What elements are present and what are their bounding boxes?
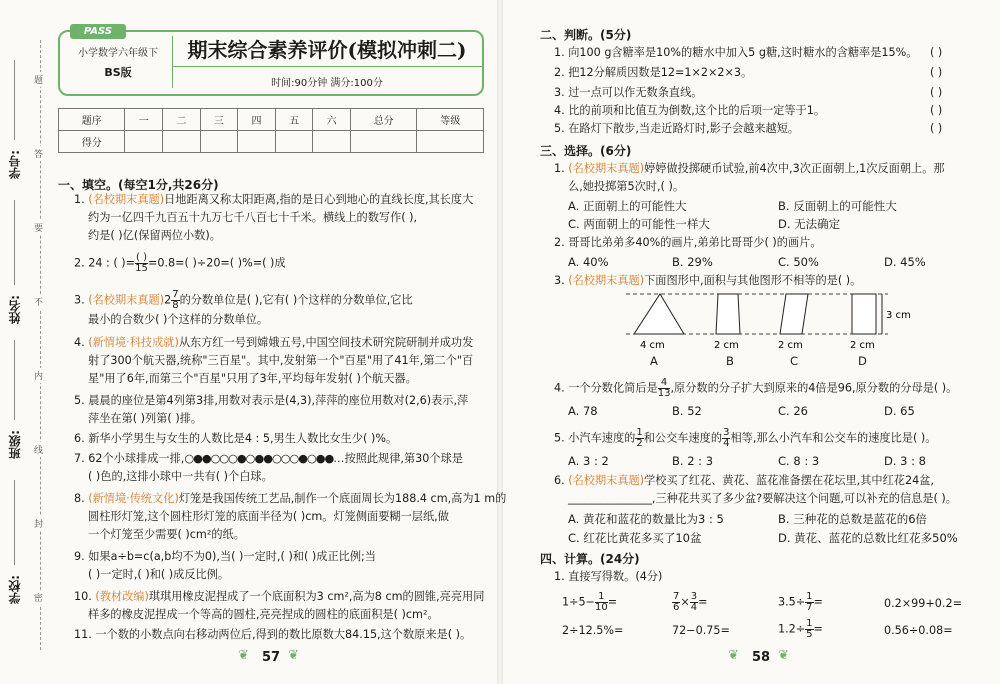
calc-item: 0.2×99+0.2=: [884, 597, 962, 610]
calc-text: 3.5÷: [778, 595, 806, 609]
seal-word: 答: [34, 146, 43, 161]
seal-word: 内: [34, 368, 43, 383]
calc-item: 0.56÷0.08=: [884, 624, 953, 637]
q2-fraction: [135, 253, 148, 274]
q7-text: …按照此规律,第30个球是: [333, 452, 463, 465]
calc-item: [672, 592, 708, 613]
fraction-denominator: 10: [594, 602, 608, 613]
choice-q1-text: 么,她投掷第5次时,( )。: [568, 180, 685, 193]
judge-item: 3. 过一点可以作无数条直线。: [554, 86, 703, 99]
q10-text: 样多的橡皮泥捏成一个等高的圆柱,亮亮捏成的圆柱的底面积是( )cm²。: [88, 608, 439, 621]
q2-text: =0.8=( )÷20=( )%=( )成: [148, 256, 286, 270]
fraction-numerator: 1: [636, 427, 643, 438]
fraction-denominator: 6: [673, 602, 680, 613]
calc-item: 72−0.75=: [672, 624, 730, 637]
score-cell[interactable]: [125, 131, 163, 153]
q9-text: ( )一定时,( )和( )成反比例。: [88, 568, 230, 581]
source-tag: (新情境·传统文化): [88, 492, 179, 505]
fraction-denominator: 2: [636, 438, 643, 449]
choice-q5-line: [554, 428, 936, 449]
fraction-denominator: 7: [806, 602, 813, 613]
table-header-cell: 总分: [350, 109, 416, 131]
calc-fraction: [805, 619, 813, 640]
q4-line: 4. (新情境·科技成就)从东方红一号到嫦娥五号,中国空间技术研究院研制并成功发: [74, 336, 474, 349]
choice-q1-text: 婷婷做投掷硬币试验,前4次中,3次正面朝上,1次反面朝上。那: [644, 162, 945, 175]
equals-sign: =: [607, 595, 618, 609]
source-tag: (名校期末真题): [88, 293, 165, 307]
score-table-header-row: [59, 109, 484, 131]
fraction-numerator: 4: [658, 378, 671, 389]
table-header-cell: 等级: [417, 109, 484, 131]
answer-paren[interactable]: ( ): [930, 86, 943, 99]
choice-option[interactable]: A: [650, 354, 658, 368]
choice-option[interactable]: B. 反面朝上的可能性大: [778, 199, 897, 213]
seal-word: 要: [34, 220, 43, 235]
table-header-cell: 二: [163, 109, 201, 131]
page-number-right: 58: [752, 650, 771, 665]
score-cell[interactable]: [417, 131, 484, 153]
rectangle-shape-d: [852, 294, 876, 334]
q5-text: 萍坐在第( )列第( )排。: [88, 412, 203, 425]
q3-text: 最小的合数少( )个这样的分数单位。: [88, 313, 269, 326]
judge-item: 4. 比的前项和比值互为倒数,这个比的后项一定等于1。: [554, 104, 826, 117]
equals-sign: =: [813, 622, 823, 636]
choice-q6-text: _______________,三种花共买了多少盆?要解决这个问题,可以补充的信息是( )。: [568, 492, 957, 505]
score-cell[interactable]: [163, 131, 201, 153]
student-id-line: [14, 60, 16, 140]
school-line: [14, 480, 16, 565]
q4-text: 从东方红一号到嫦娥五号,中国空间技术研究院研制并成功发: [178, 336, 474, 349]
exam-header: [58, 26, 484, 96]
page-number-left: 57: [262, 650, 281, 665]
calc-fraction: [805, 592, 813, 613]
choice-q4-text: 4. 一个分数化简后是: [554, 381, 658, 395]
score-cell[interactable]: [275, 131, 313, 153]
choice-q4-line: [554, 378, 957, 399]
pass-logo: PASS: [70, 24, 126, 39]
q1-line: 1. (名校期末真题)日地距离又称太阳距离,指的是日心到地心的直线长度,其长度大: [74, 193, 474, 206]
choice-option[interactable]: B. 52: [672, 404, 702, 418]
calc-item: [778, 592, 823, 613]
section4-title: 四、计算。(24分): [540, 552, 640, 566]
q5-fraction-1: [635, 428, 643, 449]
q4-text: 星"用了6年,而第三个"百星"只用了3年,平均每年发射( )个航天器。: [88, 372, 417, 385]
q2-line: [74, 253, 286, 274]
choice-option[interactable]: C: [790, 354, 799, 368]
section2-title: 二、判断。(5分): [540, 28, 632, 42]
table-header-cell: 五: [275, 109, 313, 131]
fraction-denominator: 8: [172, 300, 179, 311]
equals-sign: =: [698, 595, 708, 609]
table-header-cell: 一: [125, 109, 163, 131]
q2-text: 2. 24 : ( )=: [74, 256, 136, 270]
choice-option[interactable]: C. 两面朝上的可能性一样大: [568, 217, 710, 231]
judge-item: 5. 在路灯下散步,当走近路灯时,影子会越来越短。: [554, 122, 800, 135]
right-page: [500, 0, 1000, 684]
source-tag: (教材改编): [95, 590, 149, 603]
q7-text: ( )色的,这排小球中一共有( )个白球。: [88, 470, 273, 483]
seal-word: 题: [34, 72, 43, 87]
dim-label-c: 2 cm: [778, 340, 803, 351]
calc-item: 2÷12.5%=: [562, 624, 624, 637]
table-header-cell: 六: [313, 109, 351, 131]
choice-option[interactable]: A. 40%: [568, 255, 609, 269]
fraction-numerator: 7: [673, 591, 680, 602]
score-cell[interactable]: [200, 131, 238, 153]
q7-text: 7. 62个小球排成一排,: [74, 452, 185, 465]
answer-paren[interactable]: ( ): [930, 122, 943, 135]
choice-q5-text: 5. 小汽车速度的: [554, 431, 636, 445]
choice-option[interactable]: C. 8 : 3: [778, 454, 820, 468]
q4-text: 射了300个航天器,统称"三百星"。其中,发射第一个"百星"用了41年,第二个"百: [88, 354, 474, 367]
source-tag: (名校期末真题): [568, 162, 645, 175]
calc-text: 1÷5−: [562, 595, 595, 609]
seal-word: 封: [34, 516, 43, 531]
triangle-shape-a: [634, 294, 684, 334]
source-tag: (名校期末真题): [568, 274, 645, 287]
q9-text: 9. 如果a÷b=c(a,b均不为0),当( )一定时,( )和( )成正比例;当: [74, 550, 376, 563]
dim-label-b: 2 cm: [714, 340, 739, 351]
equals-sign: =: [813, 595, 823, 609]
seal-word: 线: [34, 442, 43, 457]
fraction-numerator: 3: [690, 591, 698, 602]
table-header-cell: 题序: [59, 109, 125, 131]
fraction-numerator: 1: [806, 591, 813, 602]
dim-label-d: 2 cm: [850, 340, 875, 351]
calc-text: ×: [680, 595, 690, 609]
judge-item: 1. 向100 g含糖率是10%的糖水中加入5 g糖,这时糖水的含糖率是15%。: [554, 46, 918, 59]
q1-text: 日地距离又称太阳距离,指的是日心到地心的直线长度,其长度大: [164, 193, 474, 206]
q4-fraction: [658, 378, 671, 399]
choice-q1-line: 1. (名校期末真题)婷婷做投掷硬币试验,前4次中,3次正面朝上,1次反面朝上。那: [554, 162, 945, 175]
score-table-row: [59, 131, 484, 153]
fraction-numerator: ( ): [136, 252, 147, 263]
choice-option[interactable]: D. 无法确定: [778, 217, 841, 231]
left-margin: [0, 0, 60, 684]
fraction-denominator: 13: [657, 388, 671, 399]
q8-text: 圆柱形灯笼,这个圆柱形灯笼的底面半径为( )cm。灯笼侧面要糊一层纸,做: [88, 510, 449, 523]
fraction-numerator: 1: [595, 592, 608, 603]
score-cell[interactable]: [238, 131, 276, 153]
shapes-figure: [626, 290, 926, 352]
calc-item: [778, 619, 823, 640]
choice-option[interactable]: D. 45%: [884, 255, 926, 269]
grade-label: 小学数学六年级下: [78, 48, 158, 59]
height-label: 3 cm: [886, 310, 911, 321]
q8-text: 灯笼是我国传统工艺品,制作一个底面周长为188.4 cm,高为1 m的: [178, 492, 507, 505]
section3-title: 三、选择。(6分): [540, 144, 632, 158]
answer-paren[interactable]: ( ): [930, 66, 943, 79]
source-tag: (新情境·科技成就): [88, 336, 179, 349]
fraction-denominator: 5: [806, 629, 813, 640]
q5-text: 5. 晨晨的座位是第4列第3排,用数对表示是(4,3),萍萍的座位用数对(2,6)表示,萍: [74, 394, 469, 407]
choice-q5-text: 相等,那么小汽车和公交车的速度比是( )。: [730, 431, 937, 445]
mixed-number-whole: 2: [164, 293, 172, 307]
fraction-numerator: 3: [723, 427, 730, 438]
fraction-numerator: 1: [806, 618, 813, 629]
student-id-label: 学号:: [8, 150, 22, 179]
q8-text: 一个灯笼至少需要( )cm²的纸。: [88, 528, 245, 541]
score-cell[interactable]: [350, 131, 416, 153]
choice-option[interactable]: B. 29%: [672, 255, 713, 269]
fraction-denominator: 4: [723, 438, 730, 449]
choice-option[interactable]: C. 红花比黄花多买了10盆: [568, 531, 702, 545]
table-header-cell: 四: [238, 109, 276, 131]
choice-option[interactable]: C. 50%: [778, 255, 819, 269]
seal-line: [40, 40, 41, 650]
q10-line: 10. (教材改编)琪琪用橡皮泥捏成了一个底面积为3 cm²,高为8 cm的圆锥,亮亮用同: [74, 590, 485, 603]
class-line: [14, 340, 16, 420]
exam-title: 期末综合素养评价(模拟冲刺二): [187, 38, 467, 62]
answer-paren[interactable]: ( ): [930, 46, 943, 59]
choice-option[interactable]: D. 65: [884, 404, 915, 418]
choice-option[interactable]: A. 正面朝上的可能性大: [568, 199, 687, 213]
leaf-icon: ❦: [288, 648, 299, 663]
score-cell[interactable]: [313, 131, 351, 153]
q1-text: 约是( )亿(保留两位小数)。: [88, 229, 221, 242]
choice-q5-text: 和公交车速度的: [643, 431, 723, 445]
choice-option[interactable]: A. 黄花和蓝花的数量比为3 : 5: [568, 512, 724, 526]
choice-option[interactable]: D: [858, 354, 867, 368]
school-label: 学校:: [8, 575, 22, 604]
fraction-denominator: 4: [690, 602, 698, 613]
fraction-denominator: 15: [135, 263, 148, 274]
q1-text: 约为一亿四千九百五十九万七千八百七十千米。横线上的数写作( ),: [88, 211, 418, 224]
leaf-icon: ❦: [728, 648, 739, 663]
leaf-icon: ❦: [778, 648, 789, 663]
q6-text: 6. 新华小学男生与女生的人数比是4 : 5,男生人数比女生少( )%。: [74, 432, 398, 445]
choice-option[interactable]: A. 3 : 2: [568, 454, 609, 468]
class-label: 班级:: [8, 430, 22, 459]
choice-q2-text: 2. 哥哥比弟弟多40%的画片,弟弟比哥哥少( )的画片。: [554, 236, 822, 249]
choice-option[interactable]: B: [726, 354, 734, 368]
calc-text: 1.2÷: [778, 622, 806, 636]
choice-q3-text: 下面图形中,面积与其他图形不相等的是( )。: [644, 274, 862, 287]
q3-text: 的分数单位是( ),它有( )个这样的分数单位,它比: [179, 293, 413, 307]
ball-pattern: ○●●○○○●○●●○○○●○●●: [184, 452, 334, 465]
edition-label: BS版: [104, 66, 132, 79]
choice-q3-line: 3. (名校期末真题)下面图形中,面积与其他图形不相等的是( )。: [554, 274, 862, 287]
q11-text: 11. 一个数的小数点向右移动两位后,得到的数比原数大84.15,这个数原来是( )。: [74, 628, 472, 641]
score-row-label: 得分: [59, 131, 125, 153]
parallelogram-shape-c: [780, 294, 808, 334]
q7-line: [74, 452, 463, 466]
choice-option[interactable]: B. 三种花的总数是蓝花的6倍: [778, 512, 928, 526]
calc-item: [562, 592, 617, 613]
section4-subtitle: 1. 直接写得数。(4分): [554, 570, 663, 583]
answer-paren[interactable]: ( ): [930, 104, 943, 117]
choice-q4-text: ,原分数的分子扩大到原来的4倍是96,原分数的分母是( )。: [670, 381, 958, 395]
calc-fraction: [690, 592, 698, 613]
source-tag: (名校期末真题): [568, 474, 645, 487]
seal-word: 不: [34, 294, 43, 309]
choice-option[interactable]: D. 3 : 8: [884, 454, 926, 468]
choice-option[interactable]: C. 26: [778, 404, 808, 418]
section1-title: 一、填空。(每空1分,共26分): [58, 178, 219, 192]
name-line: [14, 200, 16, 285]
leaf-icon: ❦: [238, 648, 249, 663]
q3-line: 3. (名校期末真题)2 $\frac{7}{8}$ 的分数单位是( ),它有( )个这样的分数单位,它比: [74, 289, 413, 311]
q3-fraction: [171, 290, 179, 311]
q8-line: 8. (新情境·传统文化)灯笼是我国传统工艺品,制作一个底面周长为188.4 cm,高为1 m的: [74, 492, 507, 505]
choice-option[interactable]: A. 78: [568, 404, 598, 418]
choice-option[interactable]: D. 黄花、蓝花的总数比红花多50%: [778, 531, 958, 545]
choice-q6-text: 学校买了红花、黄花、蓝花准备摆在花坛里,其中红花24盆,: [644, 474, 934, 487]
judge-item: 2. 把12分解质因数是12=1×2×2×3。: [554, 66, 753, 79]
q10-text: 琪琪用橡皮泥捏成了一个底面积为3 cm²,高为8 cm的圆锥,亮亮用同: [148, 590, 485, 603]
name-label: 姓名:: [8, 295, 22, 324]
score-table: [58, 108, 484, 153]
choice-option[interactable]: B. 2 : 3: [672, 454, 714, 468]
exam-subtitle: 时间:90分钟 满分:100分: [172, 66, 482, 89]
fraction-numerator: 7: [172, 289, 179, 300]
dim-label-a: 4 cm: [640, 340, 665, 351]
source-tag: (名校期末真题): [88, 193, 165, 206]
trapezoid-shape-b: [716, 294, 740, 334]
table-header-cell: 三: [200, 109, 238, 131]
calc-fraction: [595, 592, 608, 613]
choice-q6-line: 6. (名校期末真题)学校买了红花、黄花、蓝花准备摆在花坛里,其中红花24盆,: [554, 474, 934, 487]
seal-word: 密: [34, 590, 43, 605]
